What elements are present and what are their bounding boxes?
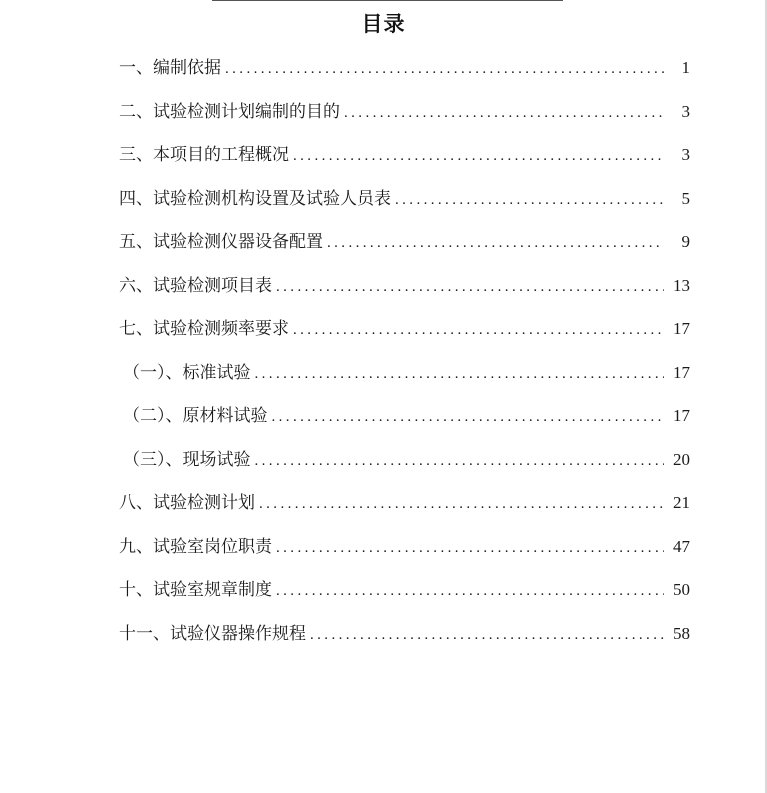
toc-entry[interactable] xyxy=(119,270,690,314)
toc-entry[interactable] xyxy=(119,52,690,96)
toc-entry[interactable] xyxy=(119,183,690,227)
toc-entry-label: 八、试验检测计划 xyxy=(119,493,255,513)
toc-entry[interactable] xyxy=(119,487,690,531)
toc-entry-label: 一、编制依据 xyxy=(119,58,221,78)
toc-entry[interactable] xyxy=(119,313,690,357)
toc-page-number: 13 xyxy=(673,275,690,295)
toc-dot-leader xyxy=(259,488,664,520)
toc-entry-label: 十一、试验仪器操作规程 xyxy=(119,623,306,644)
toc-dot-leader xyxy=(255,445,665,477)
toc-page-number: 58 xyxy=(673,623,690,643)
toc-dot-leader xyxy=(276,575,664,607)
toc-dot-leader xyxy=(272,401,665,433)
toc-page-number: 17 xyxy=(673,362,690,382)
toc-entry-label: 二、试验检测计划编制的目的 xyxy=(119,101,340,122)
toc-page-number: 3 xyxy=(681,101,690,121)
toc-entry-label: 十、试验室规章制度 xyxy=(119,580,272,600)
toc-entry-label: （一）、标准试验 xyxy=(123,362,251,383)
toc-dot-leader xyxy=(276,532,664,564)
toc-page-number: 17 xyxy=(673,319,690,338)
header-rule xyxy=(212,0,563,1)
toc-entry-label: 五、试验检测仪器设备配置 xyxy=(119,232,323,252)
toc-entry-label: 六、试验检测项目表 xyxy=(119,275,272,296)
toc-dot-leader xyxy=(344,97,664,129)
toc-entry-label: （二）、原材料试验 xyxy=(123,406,268,426)
toc-dot-leader xyxy=(255,358,665,390)
toc-dot-leader xyxy=(276,271,664,303)
toc-entry-label: 七、试验检测频率要求 xyxy=(119,319,289,339)
table-of-contents xyxy=(119,52,690,661)
toc-subentry[interactable] xyxy=(119,400,690,444)
toc-entry-label: 九、试验室岗位职责 xyxy=(119,536,272,557)
toc-dot-leader xyxy=(293,140,664,172)
toc-entry-label: 三、本项目的工程概况 xyxy=(119,145,289,165)
toc-page-number: 50 xyxy=(673,580,690,599)
toc-dot-leader xyxy=(225,53,664,85)
toc-dot-leader xyxy=(395,184,664,216)
toc-page-number: 9 xyxy=(681,232,690,251)
toc-dot-leader xyxy=(310,619,664,651)
toc-subentry[interactable] xyxy=(119,357,690,401)
toc-entry[interactable] xyxy=(119,618,690,662)
toc-dot-leader xyxy=(327,227,664,259)
toc-subentry[interactable] xyxy=(119,444,690,488)
toc-entry[interactable] xyxy=(119,96,690,140)
toc-entry[interactable] xyxy=(119,139,690,183)
toc-entry[interactable] xyxy=(119,226,690,270)
toc-entry[interactable] xyxy=(119,574,690,618)
toc-page-number: 47 xyxy=(673,536,690,556)
toc-page-number: 21 xyxy=(673,493,690,512)
toc-page-number: 20 xyxy=(673,449,690,469)
toc-entry-label: 四、试验检测机构设置及试验人员表 xyxy=(119,188,391,209)
toc-page-number: 1 xyxy=(681,58,690,77)
toc-entry[interactable] xyxy=(119,531,690,575)
toc-page-number: 5 xyxy=(681,188,690,208)
toc-page-number: 17 xyxy=(673,406,690,425)
toc-dot-leader xyxy=(293,314,664,346)
toc-page-number: 3 xyxy=(681,145,690,164)
toc-entry-label: （三）、现场试验 xyxy=(123,449,251,470)
page-title: 目录 xyxy=(361,11,406,36)
